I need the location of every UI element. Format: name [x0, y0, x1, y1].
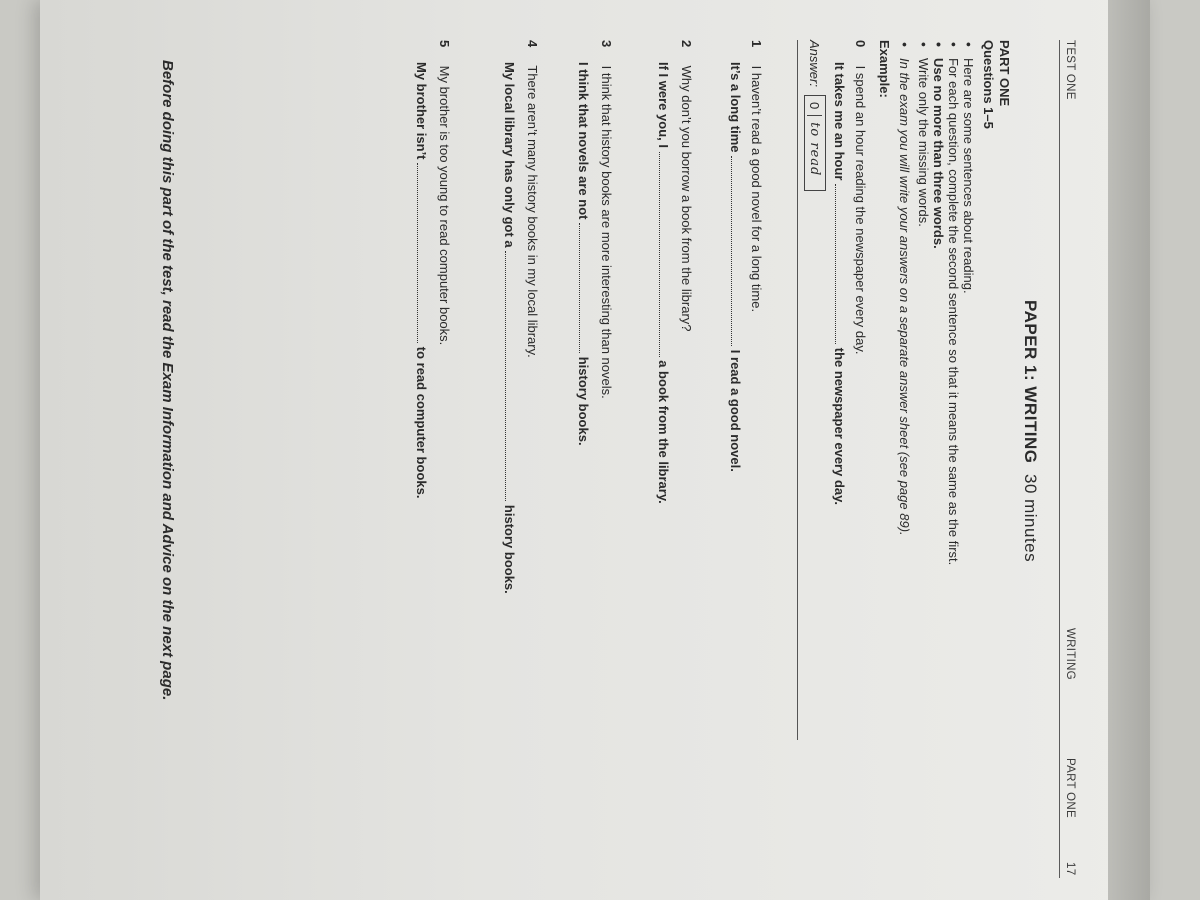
example-number: 0	[853, 40, 868, 48]
answer-box	[804, 95, 826, 191]
prompt-start: If I were you, I	[656, 62, 671, 148]
prompt-end: to read computer books.	[414, 346, 429, 499]
header-rule	[1059, 40, 1060, 878]
paper-title-duration: 30 minutes	[1021, 473, 1040, 563]
question-sentence: There aren’t many history books in my local library.	[525, 65, 540, 358]
example-prompt-end: the newspaper every day.	[832, 347, 847, 506]
instruction-item: • Write only the missing words.	[916, 40, 931, 860]
question-1-prompt	[728, 62, 744, 472]
instruction-item: • Here are some sentences about reading.	[961, 40, 976, 860]
example-prompt	[832, 62, 848, 505]
example-sentence	[853, 40, 868, 354]
prompt-start: It’s a long time	[728, 62, 743, 153]
prompt-end: history books.	[502, 504, 517, 594]
prompt-start: I think that novels are not	[576, 62, 591, 220]
paper-title-main: PAPER 1: WRITING	[1021, 300, 1040, 464]
answer-blank[interactable]	[731, 156, 744, 346]
question-number: 2	[679, 40, 694, 48]
questions-range: Questions 1–5	[981, 40, 996, 129]
prompt-end: history books.	[576, 356, 591, 446]
prompt-end: a book from the library.	[656, 360, 671, 504]
question-5-prompt	[414, 62, 430, 498]
answer-label: Answer:	[807, 40, 823, 87]
example-label: Example:	[877, 40, 892, 98]
header-test-label: TEST ONE	[1064, 40, 1076, 100]
answer-blank[interactable]	[417, 163, 430, 343]
example-prompt-start: It takes me an hour	[832, 62, 847, 181]
question-sentence: My brother is too young to read computer books.	[437, 65, 452, 346]
question-2	[679, 40, 694, 332]
footer-instruction: Before doing this part of the test, read the Exam Information and Advice on the next page.	[159, 60, 176, 701]
instruction-item: • In the exam you will write your answers on a separate answer sheet (see page 89).	[897, 40, 912, 860]
instructions-list	[897, 40, 976, 860]
paper-title	[1020, 300, 1040, 562]
prompt-end: I read a good novel.	[728, 349, 743, 472]
question-number: 4	[525, 40, 540, 48]
instruction-item: • Use no more than three words.	[931, 40, 946, 860]
header-part: PART ONE	[1064, 758, 1076, 818]
prompt-start: My brother isn’t	[414, 62, 429, 160]
part-heading: PART ONE	[997, 40, 1012, 107]
prompt-start: My local library has only got a	[502, 62, 517, 248]
page-number: 17	[1064, 862, 1076, 876]
instruction-item: • For each question, complete the second sentence so that it means the same as the first.	[946, 40, 961, 860]
question-sentence: I think that history books are more interesting than novels.	[599, 65, 614, 399]
answer-blank[interactable]	[659, 152, 672, 357]
example-divider	[797, 40, 798, 740]
example-sentence-text: I spend an hour reading the newspaper every day.	[853, 65, 868, 355]
question-number: 5	[437, 40, 452, 48]
question-2-prompt	[656, 62, 672, 504]
question-sentence: Why don’t you borrow a book from the library?	[679, 65, 694, 332]
answer-blank[interactable]	[505, 251, 518, 501]
answer-box-text: to read	[807, 122, 823, 177]
example-answer	[804, 40, 826, 191]
question-5	[437, 40, 452, 345]
question-number: 1	[749, 40, 764, 48]
question-4-prompt	[502, 62, 518, 594]
answer-box-number: 0	[808, 96, 823, 116]
answer-blank[interactable]	[579, 223, 592, 353]
question-sentence: I haven’t read a good novel for a long time.	[749, 65, 764, 313]
question-3-prompt	[576, 62, 592, 446]
question-number: 3	[599, 40, 614, 48]
question-3	[599, 40, 614, 399]
example-answer-blank	[835, 184, 848, 344]
header-section: WRITING	[1064, 628, 1076, 680]
question-1	[749, 40, 764, 312]
question-4	[525, 40, 540, 358]
